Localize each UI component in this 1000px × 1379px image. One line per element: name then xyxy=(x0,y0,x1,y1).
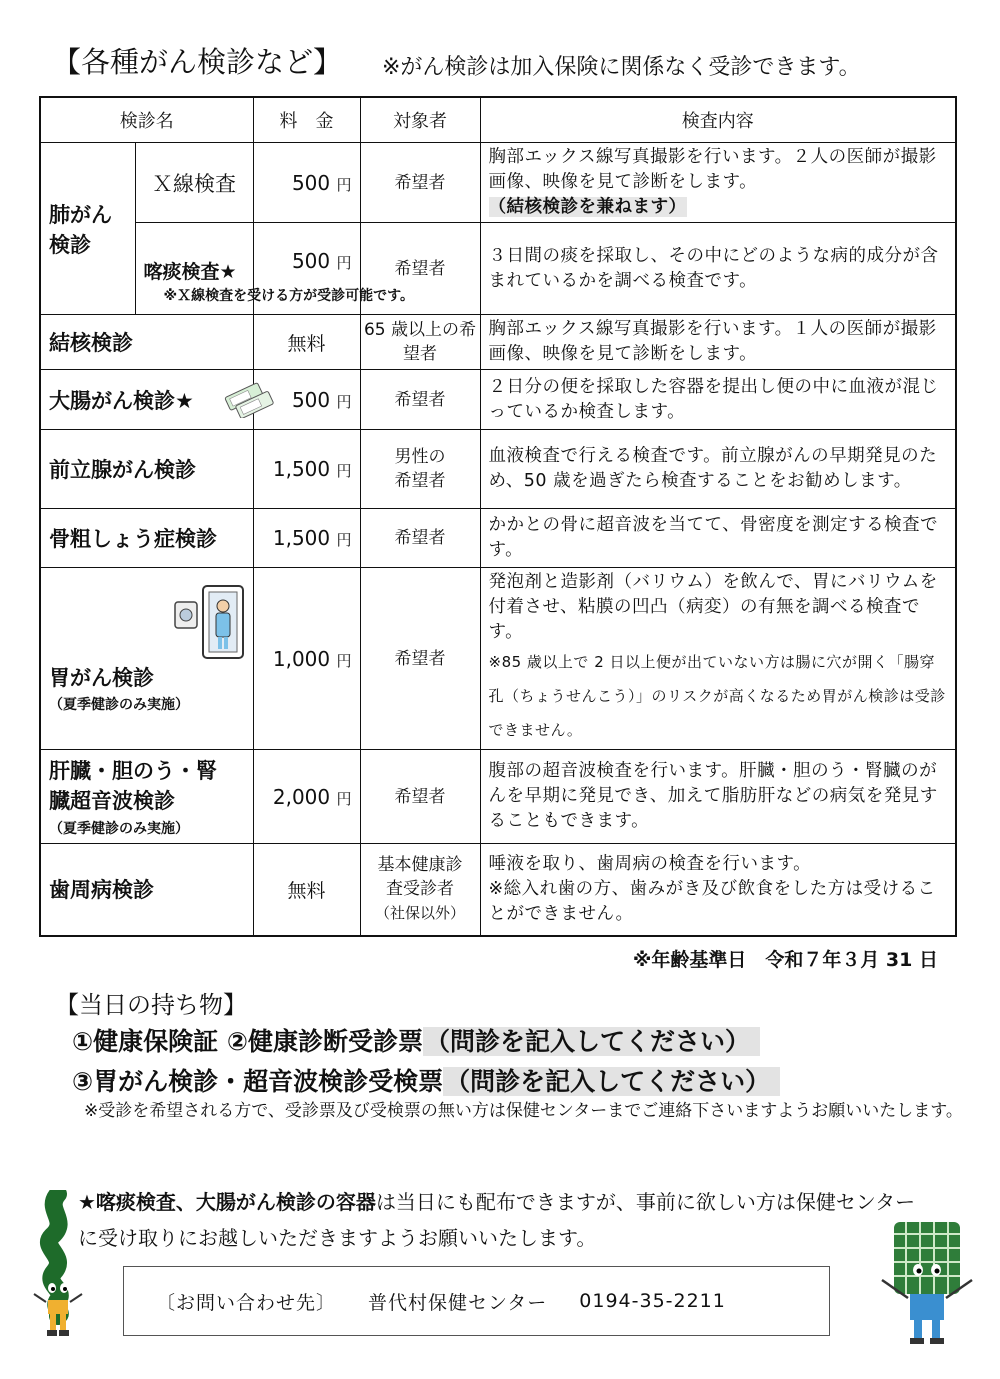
contact-org: 普代村保健センター xyxy=(368,1291,548,1314)
age-reference: ※年齢基準日 令和７年３月 31 日 xyxy=(632,949,938,971)
row-name: 胃がん検診 （夏季健診のみ実施） xyxy=(40,568,253,750)
sample-container-icon xyxy=(221,378,275,418)
table-row xyxy=(40,844,956,936)
belongings-note: ※受診を希望される方で、受診票及び受検票の無い方は保健センターまでご連絡下さいますようお願いいたします。 xyxy=(84,1101,963,1121)
row-name: 前立腺がん検診 xyxy=(40,430,253,509)
table-row xyxy=(40,315,956,370)
sputum-target: 希望者 xyxy=(360,223,480,315)
row-fee: 1,000 円 xyxy=(253,568,360,750)
row-desc: 腹部の超音波検査を行います。肝臓・胆のう・腎臓のがんを早期に発見でき、加えて脂肪肝などの病気を発見することもできます。 xyxy=(480,750,956,844)
contact-box xyxy=(123,1266,830,1336)
row-desc: 血液検査で行える検査です。前立腺がんの早期発見のため、50 歳を過ぎたら検査することをお勧めします。 xyxy=(480,430,956,509)
container-note: ★喀痰検査、大腸がん検診の容器は当日にも配布できますが、事前に欲しい方は保健センターに受け取りにお越しいただきますようお願いいたします。 xyxy=(78,1190,916,1250)
mascot-left-icon xyxy=(30,1190,86,1340)
header-target: 対象者 xyxy=(360,97,480,143)
table-header-row xyxy=(40,97,956,143)
page-title: 【各種がん検診など】 xyxy=(52,45,343,79)
row-desc: 胸部エックス線写真撮影を行います。１人の医師が撮影画像、映像を見て診断をします。 xyxy=(480,315,956,370)
row-fee: 無料 xyxy=(253,315,360,370)
header-fee: 料 金 xyxy=(253,97,360,143)
row-name: 歯周病検診 xyxy=(40,844,253,936)
row-desc: ２日分の便を採取した容器を提出し便の中に血液が混じっているか検査します。 xyxy=(480,370,956,430)
sputum-name: 喀痰検査★ xyxy=(143,261,237,283)
xray-desc: 胸部エックス線写真撮影を行います。２人の医師が撮影画像、映像を見て診断をします。 （結核検診を兼ねます） xyxy=(480,143,956,223)
xray-fee: 500 円 xyxy=(253,143,360,223)
mascot-right-icon xyxy=(872,1218,982,1348)
row-target-sub: （社保以外） xyxy=(374,904,465,923)
row-target: 男性の希望者 xyxy=(360,430,480,509)
header-note: ※がん検診は加入保険に関係なく受診できます。 xyxy=(382,55,861,80)
row-fee: 1,500 円 xyxy=(253,509,360,568)
row-target: 希望者 xyxy=(360,568,480,750)
belongings-heading: 【当日の持ち物】 xyxy=(55,991,247,1019)
row-desc: 唾液を取り、歯周病の検査を行います。 ※総入れ歯の方、歯みがき及び飲食をした方は受けることができません。 xyxy=(480,844,956,936)
contact-label: 〔お問い合わせ先〕 xyxy=(156,1291,337,1314)
table-row xyxy=(40,509,956,568)
lung-name: 肺がん 検診 xyxy=(40,143,135,315)
row-target: 希望者 xyxy=(360,750,480,844)
table-row xyxy=(40,223,956,315)
row-target: 希望者 xyxy=(360,509,480,568)
xray-target: 希望者 xyxy=(360,143,480,223)
row-target: 基本健康診査受診者 （社保以外） xyxy=(360,844,480,936)
belongings-line1: ①健康保険証 ②健康診断受診票（問診を記入してください） xyxy=(72,1022,760,1058)
contact-phone[interactable]: 0194-35-2211 xyxy=(579,1290,726,1312)
row-name: 骨粗しょう症検診 xyxy=(40,509,253,568)
row-target: 希望者 xyxy=(360,370,480,430)
row-fee: 500 円 xyxy=(253,370,360,430)
xray-highlight: （結核検診を兼ねます） xyxy=(488,197,687,217)
table-row xyxy=(40,568,956,750)
row-fee: 2,000 円 xyxy=(253,750,360,844)
row-name: 大腸がん検診★ xyxy=(40,370,253,430)
table-row xyxy=(40,750,956,844)
xray-machine-icon xyxy=(173,582,249,662)
row-desc: かかとの骨に超音波を当てて、骨密度を測定する検査です。 xyxy=(480,509,956,568)
row-target: 65 歳以上の希望者 xyxy=(360,315,480,370)
table-row xyxy=(40,370,956,430)
belongings-line2: ③胃がん検診・超音波検診受検票（問診を記入してください） xyxy=(72,1062,780,1098)
row-desc-note: ※総入れ歯の方、歯みがき及び飲食をした方は受けることができません。 xyxy=(488,878,936,924)
screening-table xyxy=(39,96,957,937)
row-fee: 無料 xyxy=(253,844,360,936)
row-fee: 1,500 円 xyxy=(253,430,360,509)
sputum-desc: ３日間の痰を採取し、その中にどのような病的成分が含まれているかを調べる検査です。 xyxy=(480,223,956,315)
table-row xyxy=(40,143,956,223)
table-row xyxy=(40,430,956,509)
row-subnote: （夏季健診のみ実施） xyxy=(49,820,189,837)
row-name: 肝臓・胆のう・腎臓超音波検診 （夏季健診のみ実施） xyxy=(40,750,253,844)
xray-name: Ｘ線検査 xyxy=(135,143,253,223)
row-name: 結核検診 xyxy=(40,315,253,370)
row-desc: 発泡剤と造影剤（バリウム）を飲んで、胃にバリウムを付着させ、粘膜の凹凸（病変）の有無を調べる検査です。 ※85 歳以上で 2 日以上便が出ていない方は腸に穴が開く「腸穿孔（ちょうせんこう）」のリスクが高くなるため胃がん検診は受診できません。 xyxy=(480,568,956,750)
row-subnote: （夏季健診のみ実施） xyxy=(49,696,189,713)
row-desc-note: ※85 歳以上で 2 日以上便が出ていない方は腸に穴が開く「腸穿孔（ちょうせんこう）」のリスクが高くなるため胃がん検診は受診できません。 xyxy=(488,653,946,739)
sputum-note: ※Ｘ線検査を受ける方が受診可能です。 xyxy=(163,288,414,304)
header-content: 検査内容 xyxy=(480,97,956,143)
sputum-fee: 500 円 xyxy=(253,223,360,315)
header-name: 検診名 xyxy=(40,97,253,143)
